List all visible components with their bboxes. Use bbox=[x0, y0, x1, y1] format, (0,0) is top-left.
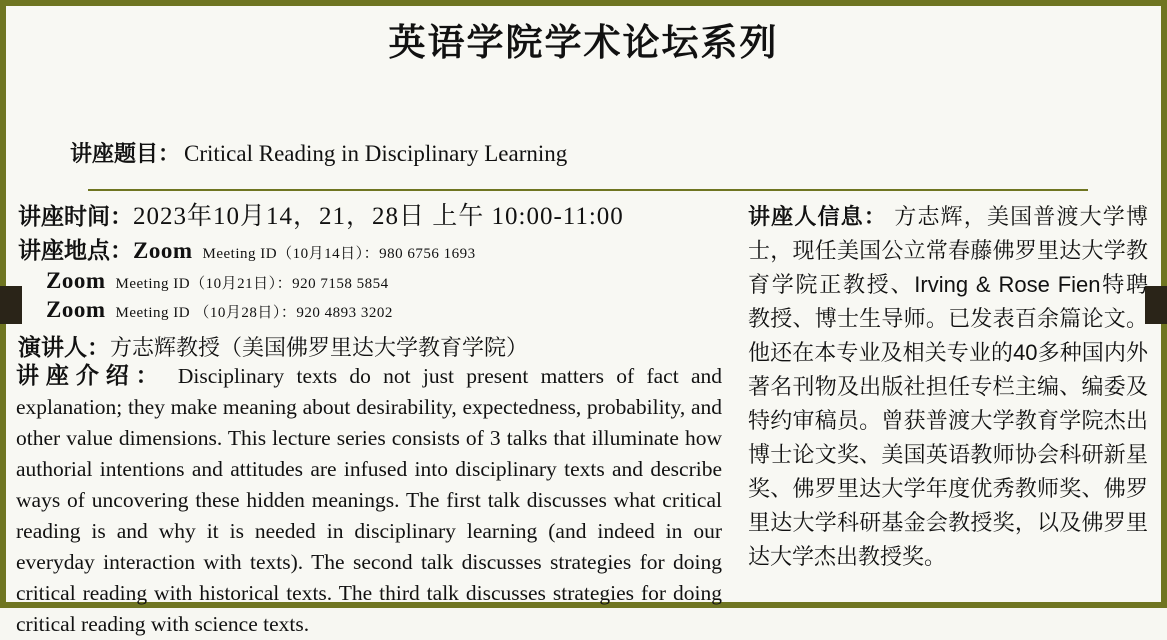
decorative-tab-right bbox=[1145, 286, 1167, 324]
speaker-info-text: 方志辉，美国普渡大学博士，现任美国公立常春藤佛罗里达大学教育学院正教授、Irving & Rose Fien特聘教授、博士生导师。已发表百余篇论文。他还在本专业及相关专业的40多种国内外著名刊物及出版社担任专栏主编、编委及特约审稿员。曾获普渡大学教育学院杰出博士论文奖、美国英语教师协会科研新星奖、佛罗里达大学年度优秀教师奖、佛罗里达大学科研基金会教授奖，以及佛罗里达大学杰出教授奖。 bbox=[748, 204, 1148, 569]
introduction-text: Disciplinary texts do not just present matters of fact and explanation; they make meaning about desirability, expectedness, probability, and other value dimensions. This lecture series consists of 3 talks that illuminate how authorial intentions and attitudes are infused into disciplinary texts and describe ways of uncovering these hidden meanings. The first talk discusses what critical reading is and why it is needed in disciplinary learning (and indeed in our everyday interaction with texts). The second talk discusses strategies for doing critical reading with historical texts. The third talk discusses strategies for doing critical reading with science texts. bbox=[16, 364, 722, 636]
lecture-time-row bbox=[18, 196, 728, 232]
speaker-row bbox=[18, 329, 728, 362]
lecture-time-label: 讲座时间： bbox=[18, 203, 133, 229]
lecture-venue-row bbox=[18, 232, 728, 265]
lecture-topic-value: Critical Reading in Disciplinary Learning bbox=[184, 141, 568, 166]
frame-border-top bbox=[0, 0, 1167, 6]
poster-title: 英语学院学术论坛系列 bbox=[388, 22, 779, 63]
section-divider bbox=[88, 189, 1088, 191]
introduction-label: 讲座介绍： bbox=[16, 362, 166, 388]
zoom-row-2 bbox=[46, 268, 728, 294]
zoom-meeting-id-3: Meeting ID （10月28日）：920 4893 3202 bbox=[115, 305, 393, 321]
left-column bbox=[18, 196, 728, 362]
zoom-platform-3: Zoom bbox=[46, 297, 106, 322]
lecture-venue-label: 讲座地点： bbox=[18, 237, 133, 263]
zoom-meeting-id-1: Meeting ID（10月14日）：980 6756 1693 bbox=[202, 246, 476, 262]
lecture-topic-row bbox=[70, 137, 770, 168]
zoom-row-3 bbox=[46, 297, 728, 323]
zoom-meeting-id-2: Meeting ID（10月21日）：920 7158 5854 bbox=[115, 276, 389, 292]
speaker-value: 方志辉教授（美国佛罗里达大学教育学院） bbox=[110, 335, 529, 360]
speaker-info-label: 讲座人信息： bbox=[748, 204, 888, 229]
lecture-time-value: 2023年10月14，21，28日 上午 10:00-11:00 bbox=[133, 203, 624, 230]
zoom-platform-2: Zoom bbox=[46, 268, 106, 293]
lecture-introduction bbox=[16, 360, 722, 640]
lecture-topic-label: 讲座题目： bbox=[70, 141, 181, 166]
zoom-platform-1: Zoom bbox=[133, 238, 193, 263]
speaker-info-block bbox=[748, 200, 1148, 574]
speaker-label: 演讲人： bbox=[18, 334, 110, 360]
